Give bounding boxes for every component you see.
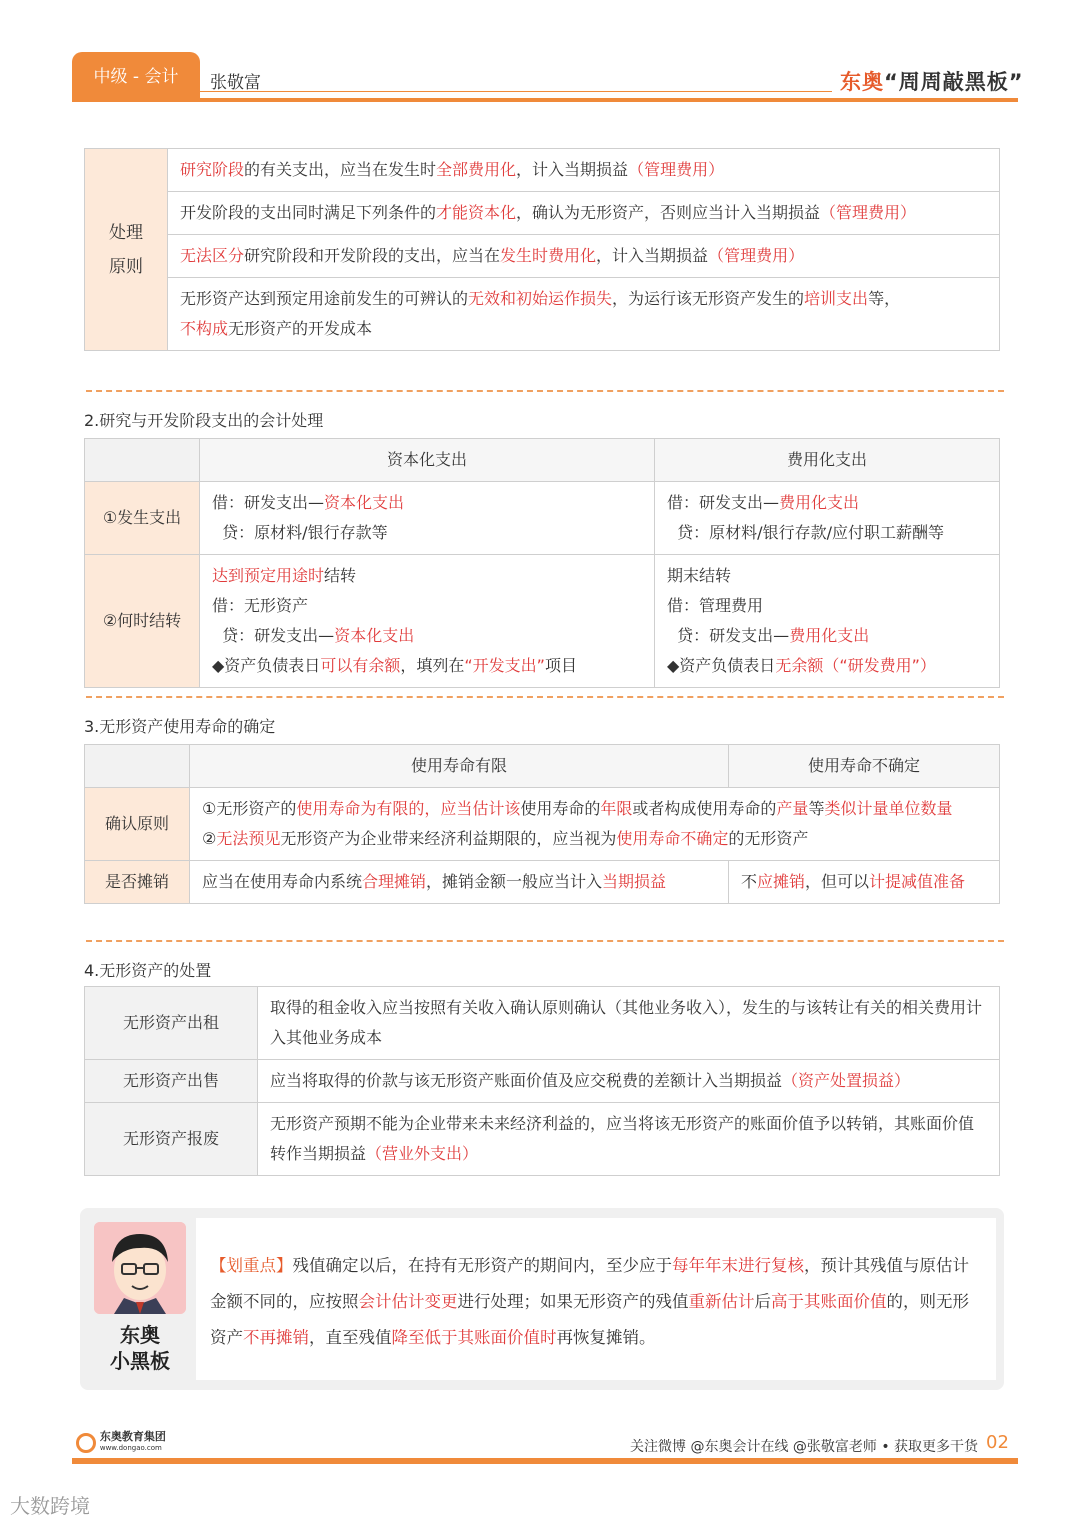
rd-row-label-1: ①发生支出 — [85, 482, 200, 555]
teacher-avatar-icon — [94, 1222, 186, 1314]
principle-row-4: 无形资产达到预定用途前发生的可辨认的无效和初始运作损失，为运行该无形资产发生的培训支出等， 不构成无形资产的开发成本 — [168, 278, 1000, 351]
rd-cell-1-1: 借：研发支出—资本化支出 贷：原材料/银行存款等 — [200, 482, 655, 555]
life-row-label-2: 是否摊销 — [85, 861, 190, 904]
note-name: 东奥 小黑板 — [110, 1323, 170, 1373]
life-row-label-1: 确认原则 — [85, 788, 190, 861]
rd-cell-1-2: 借：研发支出—费用化支出 贷：原材料/银行存款/应付职工薪酬等 — [655, 482, 1000, 555]
principle-row-1: 研究阶段的有关支出，应当在发生时全部费用化，计入当期损益（管理费用） — [168, 149, 1000, 192]
principles-label: 处理 原则 — [85, 149, 168, 351]
life-table — [84, 744, 1000, 904]
logo-ring-icon — [76, 1433, 96, 1453]
rd-cell-2-2: 期末结转 借：管理费用 贷：研发支出—费用化支出 ◆资产负债表日无余额（“研发费用”） — [655, 555, 1000, 688]
note-text: 【划重点】残值确定以后，在持有无形资产的期间内，至少应于每年年末进行复核，预计其残值与原估计金额不同的，应按照会计估计变更进行处理；如果无形资产的残值重新估计后高于其账面价值的，则无形资产不再摊销，直至残值降至低于其账面价值时再恢复摊销。 — [210, 1256, 969, 1347]
rd-header-capitalized: 资本化支出 — [200, 439, 655, 482]
section-title-2: 2.研究与开发阶段支出的会计处理 — [84, 411, 324, 430]
rd-row-label-2: ②何时结转 — [85, 555, 200, 688]
brand-sub: “周周敲黑板” — [884, 70, 1024, 94]
rd-corner — [85, 439, 200, 482]
disposal-label-scrap: 无形资产报废 — [85, 1103, 258, 1176]
life-header-indefinite: 使用寿命不确定 — [729, 745, 1000, 788]
header-line — [72, 98, 1018, 102]
principle-row-3: 无法区分研究阶段和开发阶段的支出，应当在发生时费用化，计入当期损益（管理费用） — [168, 235, 1000, 278]
disposal-cell-sale: 应当将取得的价款与该无形资产账面价值及应交税费的差额计入当期损益（资产处置损益） — [258, 1060, 1000, 1103]
rd-header-expensed: 费用化支出 — [655, 439, 1000, 482]
disposal-cell-scrap: 无形资产预期不能为企业带来未来经济利益的，应当将该无形资产的账面价值予以转销，其账面价值转作当期损益（营业外支出） — [258, 1103, 1000, 1176]
life-header-finite: 使用寿命有限 — [190, 745, 729, 788]
life-cell-2-1: 应当在使用寿命内系统合理摊销，摊销金额一般应当计入当期损益 — [190, 861, 729, 904]
life-cell-1: ①无形资产的使用寿命为有限的，应当估计该使用寿命的年限或者构成使用寿命的产量等类似计量单位数量 ②无法预见无形资产为企业带来经济利益期限的，应当视为使用寿命不确定的无形资产 — [190, 788, 1000, 861]
divider — [86, 940, 1004, 942]
divider — [86, 696, 1004, 698]
section-title-4: 4.无形资产的处置 — [84, 961, 212, 980]
header-thin-line — [200, 91, 832, 92]
section-title-3: 3.无形资产使用寿命的确定 — [84, 717, 276, 736]
header-tab: 中级 - 会计 — [72, 52, 200, 102]
footer-logo: 东奥教育集团 www.dongao.com — [76, 1432, 166, 1453]
page-number: 02 — [986, 1432, 1009, 1453]
principles-table — [84, 148, 1000, 351]
header-author: 张敬富 — [210, 73, 261, 93]
disposal-cell-lease: 取得的租金收入应当按照有关收入确认原则确认（其他业务收入），发生的与该转让有关的相关费用计入其他业务成本 — [258, 987, 1000, 1060]
divider — [86, 390, 1004, 392]
footer-text: 关注微博 @东奥会计在线 @张敬富老师 • 获取更多干货 — [630, 1439, 979, 1455]
rd-cell-2-1: 达到预定用途时结转 借：无形资产 贷：研发支出—资本化支出 ◆资产负债表日可以有余额，填列在“开发支出”项目 — [200, 555, 655, 688]
brand-main: 东奥 — [840, 70, 884, 94]
principle-row-2: 开发阶段的支出同时满足下列条件的才能资本化，确认为无形资产，否则应当计入当期损益（管理费用） — [168, 192, 1000, 235]
disposal-label-lease: 无形资产出租 — [85, 987, 258, 1060]
disposal-label-sale: 无形资产出售 — [85, 1060, 258, 1103]
life-cell-2-2: 不应摊销，但可以计提减值准备 — [729, 861, 1000, 904]
header-brand — [840, 66, 1024, 96]
disposal-table — [84, 986, 1000, 1176]
footer-line — [72, 1458, 1018, 1464]
life-corner — [85, 745, 190, 788]
corner-watermark: 大数跨境 — [10, 1494, 90, 1518]
rd-table — [84, 438, 1000, 688]
